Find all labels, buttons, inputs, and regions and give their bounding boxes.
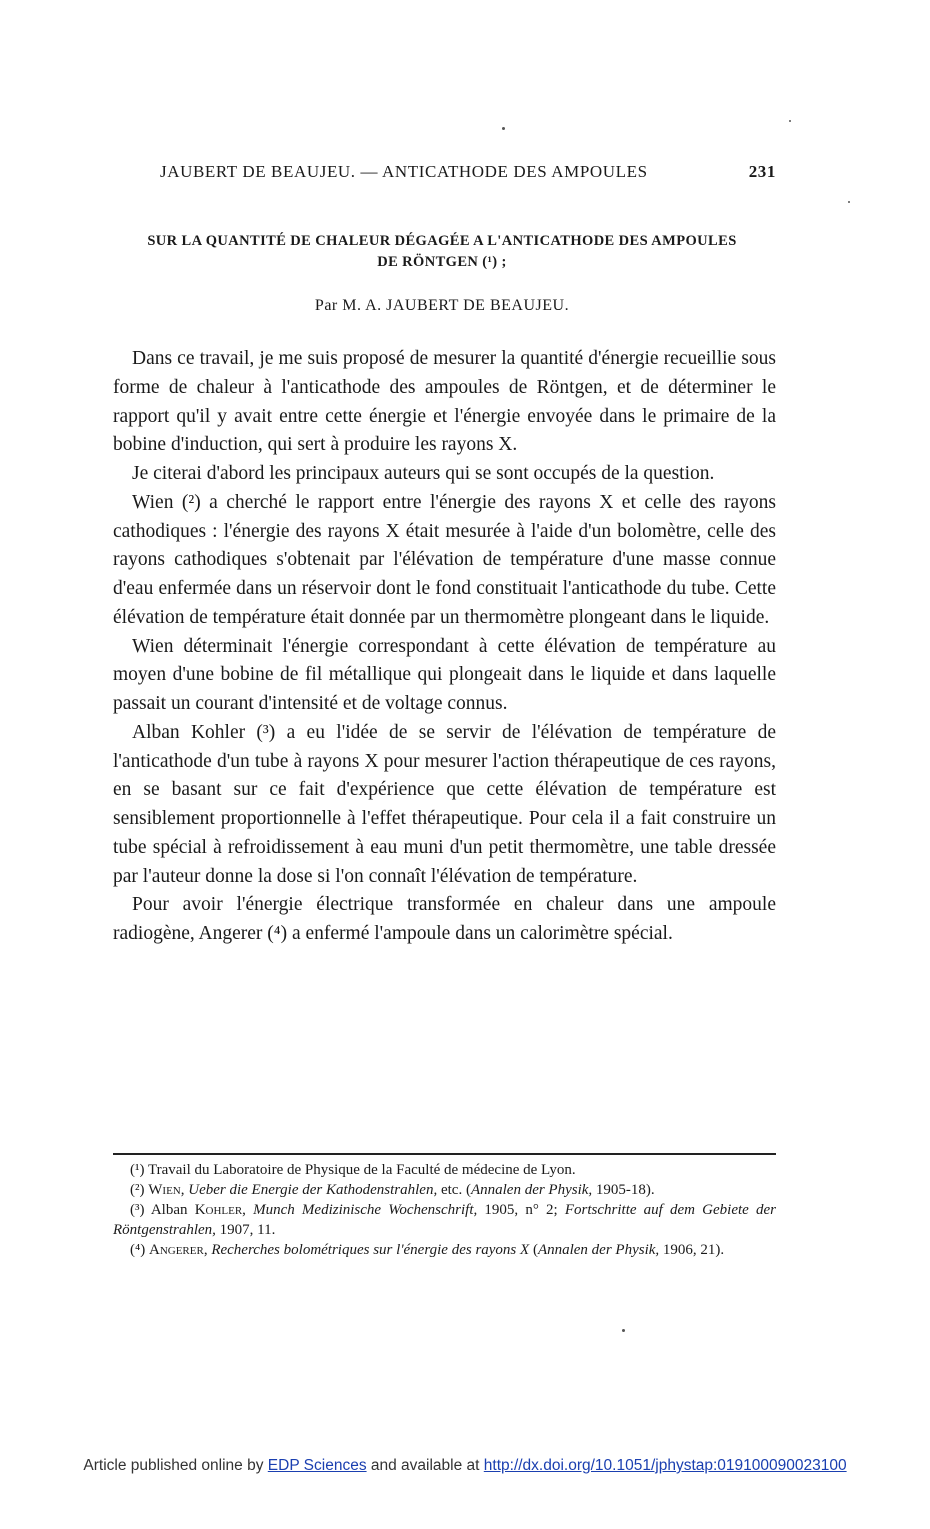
paragraph: Pour avoir l'énergie électrique transformée en chaleur dans une ampoule radiogène, Angerer (⁴) a enfermé l'ampoule dans un calorimètre spécial. bbox=[113, 894, 776, 944]
article-author: Par M. A. JAUBERT DE BEAUJEU. bbox=[314, 297, 570, 314]
footnote-text: 1905, n° 2; bbox=[477, 1202, 565, 1218]
footnote-3 bbox=[113, 1200, 776, 1240]
footnote-number: (³) bbox=[130, 1202, 145, 1218]
paragraph: Wien déterminait l'énergie correspondant à cette élévation de température au moyen d'une bobine de fil métallique qui plongeait dans le liquide et dans laquelle passait un courant d'intensité et de voltage connus. bbox=[113, 635, 776, 714]
footnote-journal: Annalen der Physik, bbox=[537, 1242, 660, 1258]
footnote-divider bbox=[113, 1153, 776, 1155]
paragraph: Wien (²) a cherché le rapport entre l'énergie des rayons X et celle des rayons cathodiques : l'énergie des rayons X était mesurée à l'aide d'un bolomètre, celle des rayons cathodiques s'obtenait par l'élévation de température d'une masse connue d'eau enfermée dans un réservoir dont le fond constituait l'anticathode du tube. Cette élévation de température était donnée par un thermomètre plongeant dans le liquide. bbox=[113, 491, 776, 628]
footnote-author-first: Alban bbox=[150, 1202, 188, 1218]
footnote-title: Munch Medizinische Wochenschrift, bbox=[253, 1202, 478, 1218]
footnote-number: (¹) bbox=[130, 1162, 145, 1178]
footnote-number: (⁴) bbox=[130, 1242, 146, 1258]
footnote-2 bbox=[113, 1180, 776, 1200]
footnote-author: Kohler, bbox=[194, 1202, 246, 1218]
article-title-line-2: DE RÖNTGEN (¹) ; bbox=[377, 254, 507, 270]
footnote-author: Wien, bbox=[148, 1182, 185, 1198]
footnote-text: 1906, 21). bbox=[659, 1242, 725, 1258]
footnote-text: Travail du Laboratoire de Physique de la Faculté de médecine de Lyon. bbox=[147, 1162, 576, 1178]
doi-link[interactable]: http://dx.doi.org/10.1051/jphystap:019100090023100 bbox=[483, 1457, 847, 1474]
footnote-text: etc. ( bbox=[437, 1182, 471, 1198]
footnote-1 bbox=[113, 1160, 776, 1180]
footnote-author: Angerer, bbox=[148, 1242, 208, 1258]
footnote-text: 1907, 11. bbox=[215, 1222, 276, 1238]
running-head bbox=[160, 162, 776, 186]
footer-middle: and available at bbox=[366, 1457, 484, 1474]
paragraph: Alban Kohler (³) a eu l'idée de se servir de l'élévation de température de l'anticathode d'un tube à rayons X pour mesurer l'action thérapeutique de ces rayons, en se basant sur ce fait d'expérience que cette élévation de température est sensiblement proportionnelle à l'effet thérapeutique. Pour cela il a fait construire un tube spécial à refroidissement à eau muni d'un petit thermomètre, une table dressée par l'auteur donne la dose si l'on connaît l'élévation de température. bbox=[113, 721, 776, 887]
scan-speck bbox=[622, 1329, 625, 1332]
scan-speck bbox=[502, 127, 505, 130]
scan-speck bbox=[848, 201, 850, 203]
footnote-4 bbox=[113, 1240, 776, 1260]
footnote-title: Ueber die Energie der Kathodenstrahlen, bbox=[188, 1182, 438, 1198]
footnote-text: 1905-18). bbox=[592, 1182, 655, 1198]
footnote-journal: Fortschritte auf dem Gebiete der Röntgenstrahlen, bbox=[113, 1202, 776, 1238]
article-title bbox=[108, 231, 776, 273]
page-number: 231 bbox=[748, 162, 776, 181]
article-title-line-1: SUR LA QUANTITÉ DE CHALEUR DÉGAGÉE A L'ANTICATHODE DES AMPOULES bbox=[147, 233, 737, 249]
footnotes bbox=[113, 1160, 776, 1260]
paragraph: Dans ce travail, je me suis proposé de mesurer la quantité d'énergie recueillie sous forme de chaleur à l'anticathode des ampoules de Röntgen, et de déterminer le rapport qu'il y avait entre cette énergie et l'énergie envoyée dans le primaire de la bobine d'induction, qui sert à produire les rayons X. bbox=[113, 348, 776, 456]
scan-speck bbox=[789, 120, 791, 122]
article-body bbox=[113, 345, 776, 949]
paragraph: Je citerai d'abord les principaux auteurs qui se sont occupés de la question. bbox=[132, 463, 715, 484]
footnote-title: Recherches bolométriques sur l'énergie des rayons X bbox=[211, 1242, 530, 1258]
running-head-text: JAUBERT DE BEAUJEU. — ANTICATHODE DES AMPOULES bbox=[160, 162, 648, 181]
publication-footer bbox=[0, 1457, 930, 1475]
footnote-text: ( bbox=[529, 1242, 538, 1258]
footnote-number: (²) bbox=[130, 1182, 145, 1198]
footer-prefix: Article published online by bbox=[83, 1457, 268, 1474]
footnote-journal: Annalen der Physik, bbox=[470, 1182, 593, 1198]
publisher-link[interactable]: EDP Sciences bbox=[267, 1457, 367, 1474]
